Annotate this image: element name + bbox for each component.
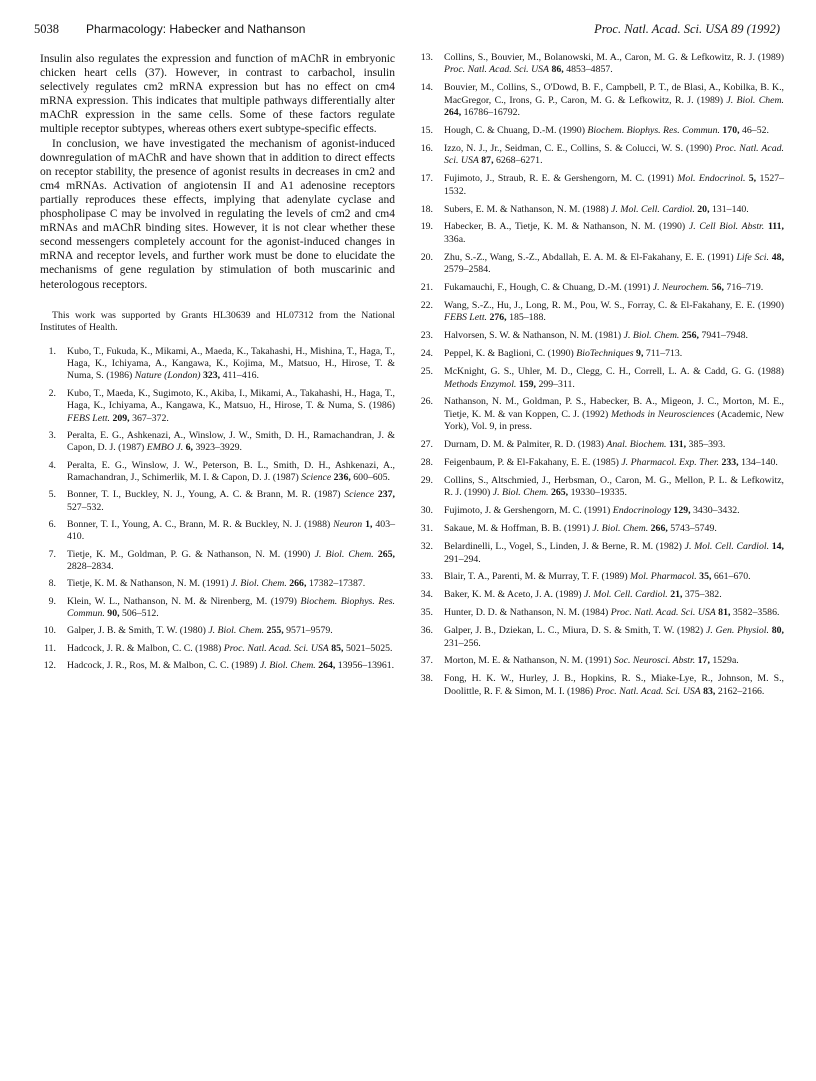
reference-journal: J. Mol. Cell. Cardiol. bbox=[584, 589, 668, 601]
reference-number: 27. bbox=[420, 439, 433, 451]
reference-pages: (Academic, New York), Vol. 9, in press. bbox=[444, 408, 784, 433]
reference-journal: Science bbox=[301, 471, 332, 483]
reference-number: 30. bbox=[420, 505, 433, 517]
reference-volume: 255, bbox=[266, 625, 284, 637]
reference-number: 14. bbox=[420, 82, 433, 94]
reference-item bbox=[417, 348, 784, 360]
reference-volume: 237, bbox=[377, 489, 396, 501]
reference-journal: J. Biol. Chem. bbox=[492, 487, 549, 499]
reference-pages: 4853–4857. bbox=[566, 64, 613, 76]
reference-authors: Kubo, T., Maeda, K., Sugimoto, K., Akiba, I., Mikami, A., Takahashi, H., Haga, T., Haga, K., Ichiyama, A., Kangawa, K., Matsuo, H., Hirose, T. & Numa, S. (1986) bbox=[67, 387, 395, 412]
reference-pages: 600–605. bbox=[353, 471, 391, 483]
reference-authors: Hadcock, J. R., Ros, M. & Malbon, C. C. (1989) bbox=[67, 659, 258, 671]
reference-volume: 21, bbox=[670, 589, 683, 601]
reference-volume: 264, bbox=[318, 659, 336, 671]
reference-item bbox=[417, 523, 784, 535]
reference-item bbox=[417, 457, 784, 469]
reference-journal: J. Biol. Chem. bbox=[314, 548, 374, 560]
reference-item bbox=[417, 221, 784, 246]
reference-journal: Biochem. Biophys. Res. Commun. bbox=[587, 125, 720, 137]
reference-journal: Mol. Endocrinol. bbox=[677, 173, 746, 185]
reference-journal: Life Sci. bbox=[736, 251, 769, 263]
reference-volume: 6, bbox=[185, 442, 193, 454]
reference-journal: J. Mol. Cell. Cardiol. bbox=[611, 203, 695, 215]
journal-citation: Proc. Natl. Acad. Sci. USA 89 (1992) bbox=[594, 22, 780, 36]
reference-item bbox=[417, 173, 784, 198]
reference-authors: Morton, M. E. & Nathanson, N. M. (1991) bbox=[444, 655, 612, 667]
reference-pages: 134–140. bbox=[741, 457, 778, 469]
reference-authors: Baker, K. M. & Aceto, J. A. (1989) bbox=[444, 589, 582, 601]
reference-item bbox=[417, 439, 784, 451]
reference-volume: 80, bbox=[771, 625, 784, 637]
reference-number: 8. bbox=[48, 578, 56, 590]
reference-volume: 276, bbox=[489, 312, 507, 324]
reference-volume: 85, bbox=[331, 642, 344, 654]
reference-journal: EMBO J. bbox=[146, 442, 184, 454]
reference-pages: 231–256. bbox=[444, 637, 481, 649]
reference-authors: Peralta, E. G., Ashkenazi, A., Winslow, J. W., Smith, D. H., Ramachandran, J. & Capon, D. J. (1987) bbox=[67, 429, 395, 454]
reference-number: 13. bbox=[420, 52, 433, 63]
reference-pages: 19330–19335. bbox=[570, 487, 627, 499]
reference-authors: Izzo, N. J., Jr., Seidman, C. E., Collins, S. & Colucci, W. S. (1990) bbox=[444, 142, 713, 154]
reference-pages: 336a. bbox=[444, 233, 466, 245]
reference-number: 11. bbox=[44, 642, 56, 654]
reference-volume: 48, bbox=[771, 251, 785, 263]
reference-journal: J. Biol. Chem. bbox=[623, 330, 680, 342]
reference-item bbox=[417, 143, 784, 168]
reference-volume: 111, bbox=[767, 221, 785, 233]
reference-journal: Neuron bbox=[333, 518, 363, 530]
reference-volume: 87, bbox=[481, 155, 494, 167]
reference-pages: 403–410. bbox=[67, 518, 395, 543]
reference-authors: Blair, T. A., Parenti, M. & Murray, T. F. (1989) bbox=[444, 571, 628, 583]
reference-item bbox=[40, 388, 395, 425]
reference-authors: Zhu, S.-Z., Wang, S.-Z., Abdallah, E. A. M. & El-Fakahany, E. E. (1991) bbox=[444, 251, 734, 263]
reference-authors: Fukamauchi, F., Hough, C. & Chuang, D.-M. (1991) bbox=[444, 282, 651, 294]
reference-number: 37. bbox=[420, 655, 433, 667]
reference-volume: 256, bbox=[681, 330, 699, 342]
reference-number: 2. bbox=[48, 387, 56, 399]
reference-authors: Klein, W. L., Nathanson, N. M. & Nirenberg, M. (1979) bbox=[67, 595, 297, 607]
reference-number: 26. bbox=[420, 396, 433, 408]
reference-number: 38. bbox=[420, 673, 433, 685]
reference-volume: 236, bbox=[333, 471, 351, 483]
reference-volume: 9, bbox=[636, 348, 644, 360]
reference-journal: Proc. Natl. Acad. Sci. USA bbox=[595, 685, 701, 697]
reference-number: 9. bbox=[48, 595, 56, 607]
reference-pages: 3430–3432. bbox=[693, 505, 740, 517]
reference-number: 6. bbox=[48, 518, 56, 530]
reference-list-left bbox=[40, 346, 395, 673]
reference-journal: FEBS Lett. bbox=[67, 412, 110, 424]
reference-authors: Hunter, D. D. & Nathanson, N. M. (1984) bbox=[444, 607, 609, 619]
reference-authors: Bonner, T. I., Buckley, N. J., Young, A. C. & Brann, M. R. (1987) bbox=[67, 489, 341, 501]
reference-item bbox=[417, 505, 784, 517]
reference-volume: 265, bbox=[377, 548, 396, 560]
running-title: Pharmacology: Habecker and Nathanson bbox=[86, 22, 306, 36]
reference-pages: 1527–1532. bbox=[444, 173, 785, 197]
reference-journal: BioTechniques bbox=[576, 348, 634, 360]
reference-authors: Collins, S., Bouvier, M., Bolanowski, M. A., Caron, M. G. & Lefkowitz, R. J. (1989) bbox=[444, 52, 784, 63]
reference-authors: Collins, S., Altschmied, J., Herbsman, O., Caron, M. G., Mellon, P. L. & Lefkowitz, R. J. (1990) bbox=[444, 474, 784, 499]
reference-volume: 323, bbox=[202, 370, 221, 382]
reference-volume: 264, bbox=[444, 107, 462, 119]
reference-item bbox=[417, 52, 784, 77]
reference-pages: 291–294. bbox=[444, 553, 481, 565]
reference-pages: 716–719. bbox=[726, 282, 764, 294]
reference-pages: 375–382. bbox=[684, 589, 722, 601]
reference-authors: Hadcock, J. R. & Malbon, C. C. (1988) bbox=[67, 642, 222, 654]
reference-item bbox=[40, 489, 395, 514]
reference-number: 35. bbox=[420, 607, 433, 619]
reference-item bbox=[40, 643, 395, 655]
reference-journal: J. Mol. Cell. Cardiol. bbox=[684, 541, 770, 553]
reference-number: 1. bbox=[48, 345, 56, 357]
reference-pages: 5021–5025. bbox=[345, 642, 393, 654]
reference-volume: 266, bbox=[650, 523, 668, 535]
reference-pages: 185–188. bbox=[509, 312, 546, 324]
reference-number: 12. bbox=[43, 659, 56, 671]
reference-volume: 129, bbox=[673, 505, 691, 517]
left-column bbox=[40, 52, 395, 677]
reference-number: 21. bbox=[420, 282, 433, 294]
right-column bbox=[417, 52, 784, 704]
reference-number: 16. bbox=[420, 142, 433, 154]
reference-list-right bbox=[417, 52, 784, 698]
reference-journal: J. Biol. Chem. bbox=[592, 523, 649, 535]
reference-journal: Methods in Neurosciences bbox=[610, 408, 715, 420]
reference-item bbox=[417, 673, 784, 698]
reference-number: 28. bbox=[420, 457, 433, 469]
reference-authors: Durnam, D. M. & Palmiter, R. D. (1983) bbox=[444, 439, 604, 451]
reference-pages: 13956–13961. bbox=[337, 659, 395, 671]
reference-item bbox=[417, 300, 784, 325]
reference-number: 4. bbox=[48, 459, 56, 471]
reference-authors: Wang, S.-Z., Hu, J., Long, R. M., Pou, W. S., Forray, C. & El-Fakahany, E. E. (1990) bbox=[444, 300, 784, 311]
reference-pages: 506–512. bbox=[122, 608, 159, 620]
reference-volume: 81, bbox=[718, 607, 731, 619]
reference-journal: Proc. Natl. Acad. Sci. USA bbox=[223, 642, 329, 654]
reference-journal: J. Gen. Physiol. bbox=[705, 625, 769, 637]
reference-pages: 2579–2584. bbox=[444, 264, 491, 276]
reference-pages: 385–393. bbox=[688, 439, 726, 451]
reference-item bbox=[417, 82, 784, 119]
reference-item bbox=[40, 660, 395, 672]
reference-number: 20. bbox=[420, 251, 433, 263]
reference-journal: J. Biol. Chem. bbox=[726, 94, 784, 106]
reference-authors: Tietje, K. M., Goldman, P. G. & Nathanson, N. M. (1990) bbox=[67, 548, 311, 560]
reference-journal: J. Biol. Chem. bbox=[231, 578, 287, 590]
body-paragraph: Insulin also regulates the expression and function of mAChR in embryonic chicken heart cells (37). However, in contrast to carbachol, insulin selectively regulates cm2 mRNA expression but has no effect on cm4 mRNA expression. This indicates that multiple pathways differentially alter mAChR expression in the same cells. Some of these factors regulate multiple receptor subtypes, whereas others exert subtype-specific effects. bbox=[40, 53, 395, 136]
page-number: 5038 bbox=[34, 22, 59, 36]
reference-authors: Fujimoto, J. & Gershengorn, M. C. (1991) bbox=[444, 505, 611, 517]
reference-authors: Subers, E. M. & Nathanson, N. M. (1988) bbox=[444, 203, 609, 215]
reference-number: 10. bbox=[43, 625, 56, 637]
reference-item bbox=[417, 625, 784, 650]
reference-volume: 90, bbox=[107, 608, 120, 620]
reference-authors: Hough, C. & Chuang, D.-M. (1990) bbox=[444, 125, 585, 137]
reference-pages: 299–311. bbox=[538, 378, 575, 390]
reference-item bbox=[417, 204, 784, 216]
reference-volume: 266, bbox=[289, 578, 307, 590]
reference-journal: Methods Enzymol. bbox=[444, 378, 517, 390]
reference-pages: 711–713. bbox=[645, 348, 683, 360]
reference-pages: 6268–6271. bbox=[495, 155, 543, 167]
reference-journal: Proc. Natl. Acad. Sci. USA bbox=[610, 607, 716, 619]
reference-pages: 46–52. bbox=[742, 125, 769, 137]
reference-number: 29. bbox=[420, 474, 433, 486]
reference-number: 15. bbox=[420, 125, 433, 137]
page-header bbox=[34, 20, 780, 38]
reference-volume: 86, bbox=[551, 64, 564, 76]
reference-number: 34. bbox=[420, 589, 433, 601]
reference-authors: Kubo, T., Fukuda, K., Mikami, A., Maeda, K., Takahashi, H., Mishina, T., Haga, T., Haga, K., Ichiyama, A., Kangawa, K., Kojima, M., Matsuo, H., Hirose, T. & Numa, S. (1986) bbox=[67, 345, 395, 382]
reference-volume: 233, bbox=[721, 457, 739, 469]
reference-item bbox=[417, 252, 784, 277]
reference-number: 18. bbox=[420, 203, 433, 215]
reference-journal: J. Biol. Chem. bbox=[208, 625, 265, 637]
reference-volume: 5, bbox=[748, 173, 757, 185]
reference-item bbox=[417, 607, 784, 619]
reference-item bbox=[417, 655, 784, 667]
reference-number: 23. bbox=[420, 330, 433, 342]
reference-authors: McKnight, G. S., Uhler, M. D., Clegg, C. H., Correll, L. A. & Cadd, G. G. (1988) bbox=[444, 366, 784, 378]
reference-volume: 1, bbox=[365, 518, 373, 530]
reference-authors: Galper, J. B. & Smith, T. W. (1980) bbox=[67, 625, 206, 637]
reference-number: 33. bbox=[420, 571, 433, 583]
reference-journal: J. Pharmacol. Exp. Ther. bbox=[621, 457, 720, 469]
reference-journal: J. Neurochem. bbox=[652, 282, 710, 294]
reference-pages: 16786–16792. bbox=[463, 107, 520, 119]
reference-pages: 7941–7948. bbox=[701, 330, 748, 342]
reference-number: 25. bbox=[420, 366, 433, 378]
reference-number: 5. bbox=[48, 489, 56, 501]
reference-item bbox=[417, 396, 784, 433]
reference-journal: Nature (London) bbox=[134, 370, 201, 382]
reference-number: 32. bbox=[420, 541, 433, 553]
reference-number: 17. bbox=[420, 173, 433, 185]
reference-journal: Proc. Natl. Acad. Sci. USA bbox=[444, 142, 784, 167]
reference-volume: 159, bbox=[518, 378, 536, 390]
reference-pages: 2828–2834. bbox=[67, 561, 114, 573]
reference-authors: Nathanson, N. M., Goldman, P. S., Habecker, B. A., Migeon, J. C., Morton, M. E., Tietje, K. M. & van Koppen, C. J. (1992) bbox=[444, 396, 784, 420]
reference-item bbox=[40, 596, 395, 621]
reference-volume: 209, bbox=[112, 412, 130, 424]
reference-item bbox=[417, 571, 784, 583]
reference-pages: 2162–2166. bbox=[717, 685, 765, 697]
reference-item bbox=[40, 346, 395, 383]
conclusion-paragraph: In conclusion, we have investigated the mechanism of agonist-induced downregulation of mAChR and have shown that in addition to direct effects on receptor stability, the presence of agonist results in decreases in cm2 and cm4 mRNAs. Activation of angiotensin II and A1 adenosine receptors partially reproduces these effects, implying that adenylate cyclase and phospholipase C may be involved in regulating the levels of cm2 and cm4 mRNAs and mAChR binding sites. However, it is not clear whether these second messengers completely account for the agonist-induced changes in mRNA and receptor levels, and further work must be done to elucidate the mechanisms of gene regulation by stimulation of both muscarinic and heterologous receptors. bbox=[40, 137, 395, 291]
reference-authors: Habecker, B. A., Tietje, K. M. & Nathanson, N. M. (1990) bbox=[444, 221, 686, 233]
reference-item bbox=[40, 430, 395, 455]
reference-number: 31. bbox=[420, 523, 433, 535]
reference-volume: 35, bbox=[699, 571, 712, 583]
reference-number: 36. bbox=[420, 625, 433, 637]
reference-item bbox=[40, 578, 395, 590]
reference-item bbox=[40, 460, 395, 485]
reference-pages: 411–416. bbox=[222, 370, 259, 382]
reference-pages: 131–140. bbox=[711, 203, 749, 215]
reference-journal: Endocrinology bbox=[612, 505, 671, 517]
reference-item bbox=[417, 475, 784, 500]
reference-pages: 3582–3586. bbox=[732, 607, 780, 619]
reference-item bbox=[417, 330, 784, 342]
reference-journal: J. Cell Biol. Abstr. bbox=[688, 221, 765, 233]
reference-authors: Galper, J. B., Dziekan, L. C., Miura, D. S. & Smith, T. W. (1982) bbox=[444, 625, 704, 637]
reference-authors: Fong, H. K. W., Hurley, J. B., Hopkins, R. S., Miake-Lye, R., Johnson, M. S., Doolittle, R. F. & Simon, M. I. (1986) bbox=[444, 673, 784, 697]
reference-item bbox=[417, 541, 784, 566]
reference-pages: 9571–9579. bbox=[286, 625, 333, 637]
reference-volume: 265, bbox=[550, 487, 569, 499]
reference-pages: 17382–17387. bbox=[308, 578, 366, 590]
reference-pages: 367–372. bbox=[132, 412, 169, 424]
reference-journal: Biochem. Biophys. Res. Commun. bbox=[67, 595, 395, 620]
reference-journal: Science bbox=[344, 489, 375, 501]
reference-volume: 14, bbox=[771, 541, 784, 553]
reference-journal: Anal. Biochem. bbox=[606, 439, 667, 451]
reference-volume: 83, bbox=[703, 685, 716, 697]
reference-volume: 17, bbox=[697, 655, 710, 667]
reference-volume: 170, bbox=[722, 125, 740, 137]
reference-volume: 56, bbox=[711, 282, 724, 294]
reference-journal: Mol. Pharmacol. bbox=[630, 571, 697, 583]
reference-number: 3. bbox=[48, 429, 56, 441]
reference-authors: Peppel, K. & Baglioni, C. (1990) bbox=[444, 348, 574, 360]
reference-authors: Bouvier, M., Collins, S., O'Dowd, B. F., Campbell, P. T., de Blasi, A., Kobilka, B. K., MacGregor, C., Irons, G. P., Caron, M. G. & Lefkowitz, R. J. (1989) bbox=[444, 82, 784, 106]
reference-volume: 131, bbox=[668, 439, 687, 451]
reference-authors: Feigenbaum, P. & El-Fakahany, E. E. (1985) bbox=[444, 457, 619, 469]
reference-journal: Proc. Natl. Acad. Sci. USA bbox=[444, 64, 550, 76]
reference-volume: 20, bbox=[697, 203, 710, 215]
reference-journal: FEBS Lett. bbox=[444, 312, 487, 324]
reference-item bbox=[417, 589, 784, 601]
reference-pages: 661–670. bbox=[713, 571, 751, 583]
reference-item bbox=[40, 519, 395, 544]
reference-number: 22. bbox=[420, 300, 433, 311]
reference-authors: Halvorsen, S. W. & Nathanson, N. M. (1981) bbox=[444, 330, 622, 342]
reference-number: 7. bbox=[48, 548, 56, 560]
reference-authors: Peralta, E. G., Winslow, J. W., Peterson, B. L., Smith, D. H., Ashkenazi, A., Ramachandran, J., Schimerlik, M. I. & Capon, D. J. (1987) bbox=[67, 459, 395, 483]
reference-authors: Fujimoto, J., Straub, R. E. & Gershengorn, M. C. (1991) bbox=[444, 173, 674, 185]
reference-journal: Soc. Neurosci. Abstr. bbox=[613, 655, 696, 667]
reference-number: 19. bbox=[420, 221, 433, 233]
reference-item bbox=[417, 125, 784, 137]
reference-pages: 5743–5749. bbox=[670, 523, 717, 535]
reference-item bbox=[40, 549, 395, 574]
reference-journal: J. Biol. Chem. bbox=[259, 659, 316, 671]
reference-item bbox=[417, 366, 784, 391]
reference-number: 24. bbox=[420, 348, 433, 360]
reference-pages: 527–532. bbox=[67, 501, 104, 513]
reference-authors: Bonner, T. I., Young, A. C., Brann, M. R. & Buckley, N. J. (1988) bbox=[67, 518, 331, 530]
reference-authors: Tietje, K. M. & Nathanson, N. M. (1991) bbox=[67, 578, 229, 590]
reference-pages: 1529a. bbox=[712, 655, 739, 667]
reference-pages: 3923–3929. bbox=[195, 442, 242, 454]
reference-item bbox=[417, 282, 784, 294]
acknowledgment: This work was supported by Grants HL30639 and HL07312 from the National Institutes of Health. bbox=[40, 309, 395, 334]
reference-item bbox=[40, 625, 395, 637]
reference-authors: Belardinelli, L., Vogel, S., Linden, J. & Berne, R. M. (1982) bbox=[444, 541, 682, 553]
reference-authors: Sakaue, M. & Hoffman, B. B. (1991) bbox=[444, 523, 590, 535]
